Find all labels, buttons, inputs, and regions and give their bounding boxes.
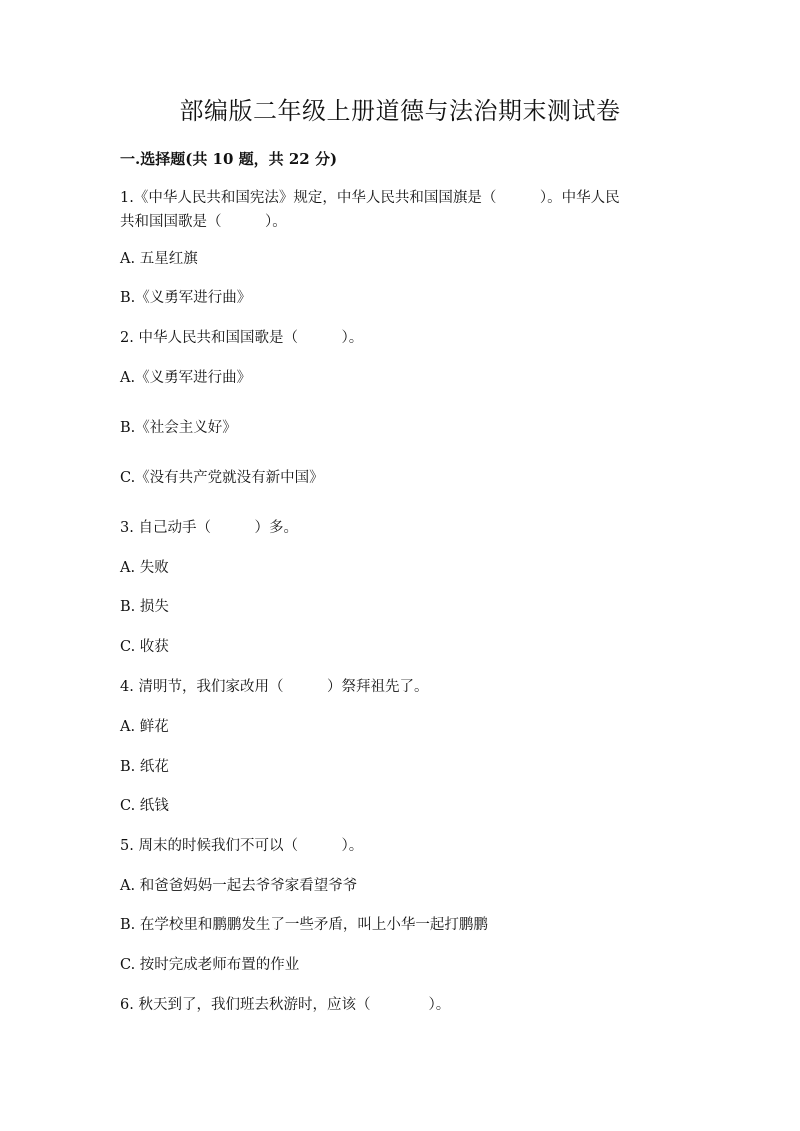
- question-2-option-b: B.《社会主义好》: [120, 420, 237, 436]
- document-title: 部编版二年级上册道德与法治期末测试卷: [179, 97, 621, 125]
- section-heading: 一.选择题(共 10 题，共 22 分): [120, 150, 338, 168]
- question-1-option-a: A. 五星红旗: [120, 251, 198, 267]
- question-4-option-b: B. 纸花: [120, 759, 169, 775]
- question-4-option-a: A. 鲜花: [120, 719, 169, 735]
- question-1-option-b: B.《义勇军进行曲》: [120, 290, 252, 306]
- question-3-option-b: B. 损失: [120, 599, 169, 615]
- question-3-option-c: C. 收获: [120, 639, 169, 655]
- question-2-stem: 2. 中华人民共和国国歌是（ ）。: [120, 330, 364, 346]
- question-4-option-c: C. 纸钱: [120, 798, 169, 814]
- question-3-stem: 3. 自己动手（ ）多。: [120, 520, 298, 536]
- question-4-stem: 4. 清明节，我们家改用（ ）祭拜祖先了。: [120, 679, 429, 695]
- question-5-option-b: B. 在学校里和鹏鹏发生了一些矛盾，叫上小华一起打鹏鹏: [120, 917, 488, 933]
- question-2-option-a: A.《义勇军进行曲》: [120, 370, 252, 386]
- question-6-stem: 6. 秋天到了，我们班去秋游时，应该（ ）。: [120, 997, 451, 1013]
- question-5-stem: 5. 周末的时候我们不可以（ ）。: [120, 838, 364, 854]
- question-1-stem-line-1: 1.《中华人民共和国宪法》规定，中华人民共和国国旗是（ ）。中华人民: [120, 190, 620, 206]
- question-1-stem-line-2: 共和国国歌是（ ）。: [120, 214, 287, 230]
- question-5-option-a: A. 和爸爸妈妈一起去爷爷家看望爷爷: [120, 878, 358, 894]
- question-3-option-a: A. 失败: [120, 560, 169, 576]
- question-5-option-c: C. 按时完成老师布置的作业: [120, 957, 300, 973]
- question-2-option-c: C.《没有共产党就没有新中国》: [120, 470, 324, 486]
